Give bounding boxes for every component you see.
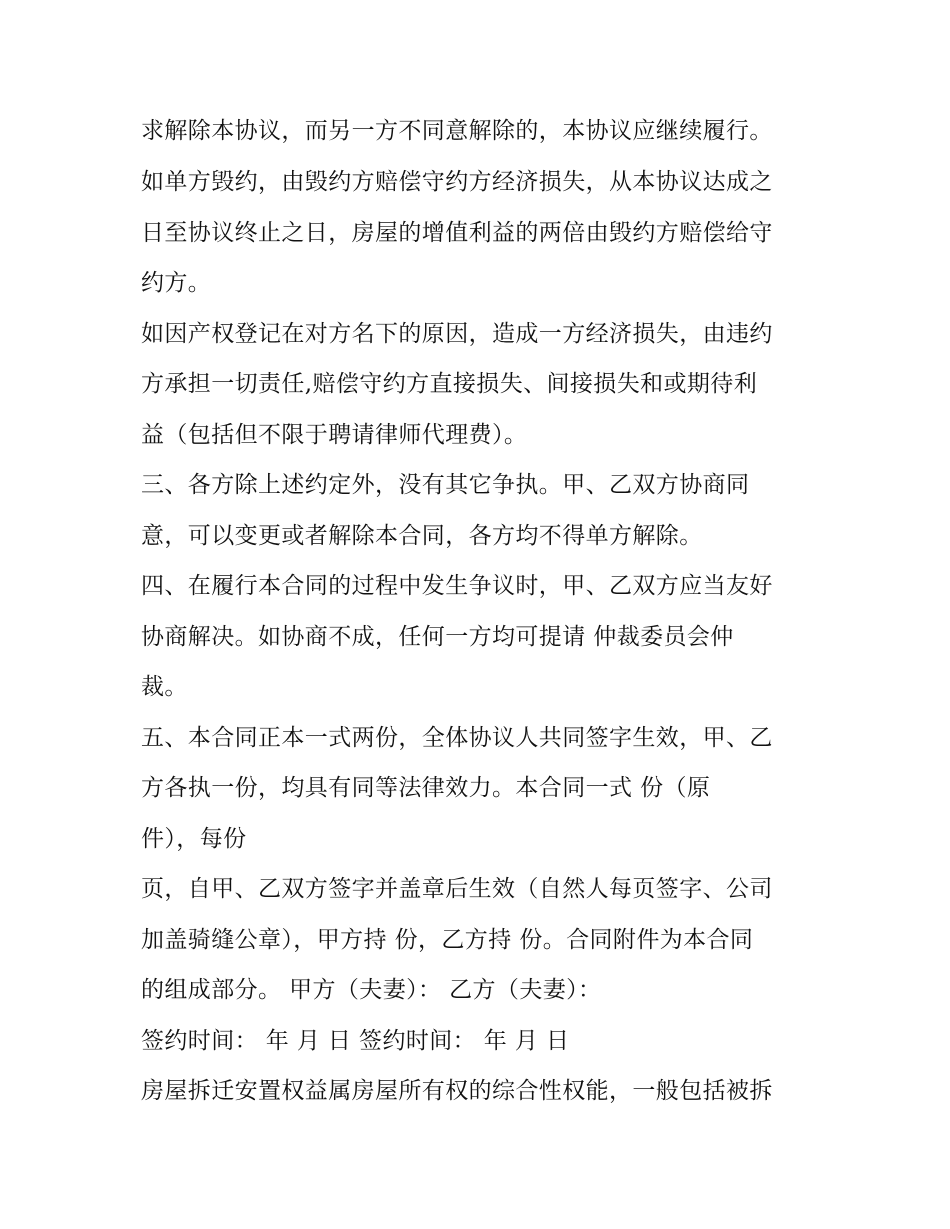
text-line: 页，自甲、乙双方签字并盖章后生效（自然人每页签字、公司	[141, 876, 773, 902]
text-line: 四、在履行本合同的过程中发生争议时，甲、乙双方应当友好	[141, 573, 773, 599]
text-line: 三、各方除上述约定外，没有其它争执。甲、乙双方协商同	[141, 472, 750, 498]
text-line: 约方。	[141, 270, 212, 296]
text-line: 日至协议终止之日，房屋的增值利益的两倍由毁约方赔偿给守	[141, 220, 773, 246]
text-line: 如单方毁约，由毁约方赔偿守约方经济损失，从本协议达成之	[141, 169, 773, 195]
text-line: 裁。	[141, 674, 188, 700]
text-line: 方各执一份，均具有同等法律效力。本合同一式 份（原	[141, 775, 711, 801]
text-line: 意，可以变更或者解除本合同，各方均不得单方解除。	[141, 523, 703, 549]
text-line: 益（包括但不限于聘请律师代理费）。	[141, 422, 528, 448]
text-line: 房屋拆迁安置权益属房屋所有权的综合性权能，一般包括被拆	[141, 1078, 773, 1104]
text-line: 方承担一切责任,赔偿守约方直接损失、间接损失和或期待利	[141, 371, 758, 397]
text-line: 求解除本协议，而另一方不同意解除的，本协议应继续履行。	[141, 118, 773, 144]
text-line: 签约时间： 年 月 日 签约时间： 年 月 日	[141, 1028, 570, 1054]
text-line: 的组成部分。 甲方（夫妻）： 乙方（夫妻）：	[141, 977, 602, 1003]
text-line: 协商解决。如协商不成，任何一方均可提请 仲裁委员会仲	[141, 624, 734, 650]
text-line: 五、本合同正本一式两份，全体协议人共同签字生效，甲、乙	[141, 725, 773, 751]
text-line: 如因产权登记在对方名下的原因，造成一方经济损失，由违约	[141, 321, 773, 347]
text-line: 件），每份	[141, 826, 247, 852]
text-line: 加盖骑缝公章），甲方持 份，乙方持 份。合同附件为本合同	[141, 927, 754, 953]
